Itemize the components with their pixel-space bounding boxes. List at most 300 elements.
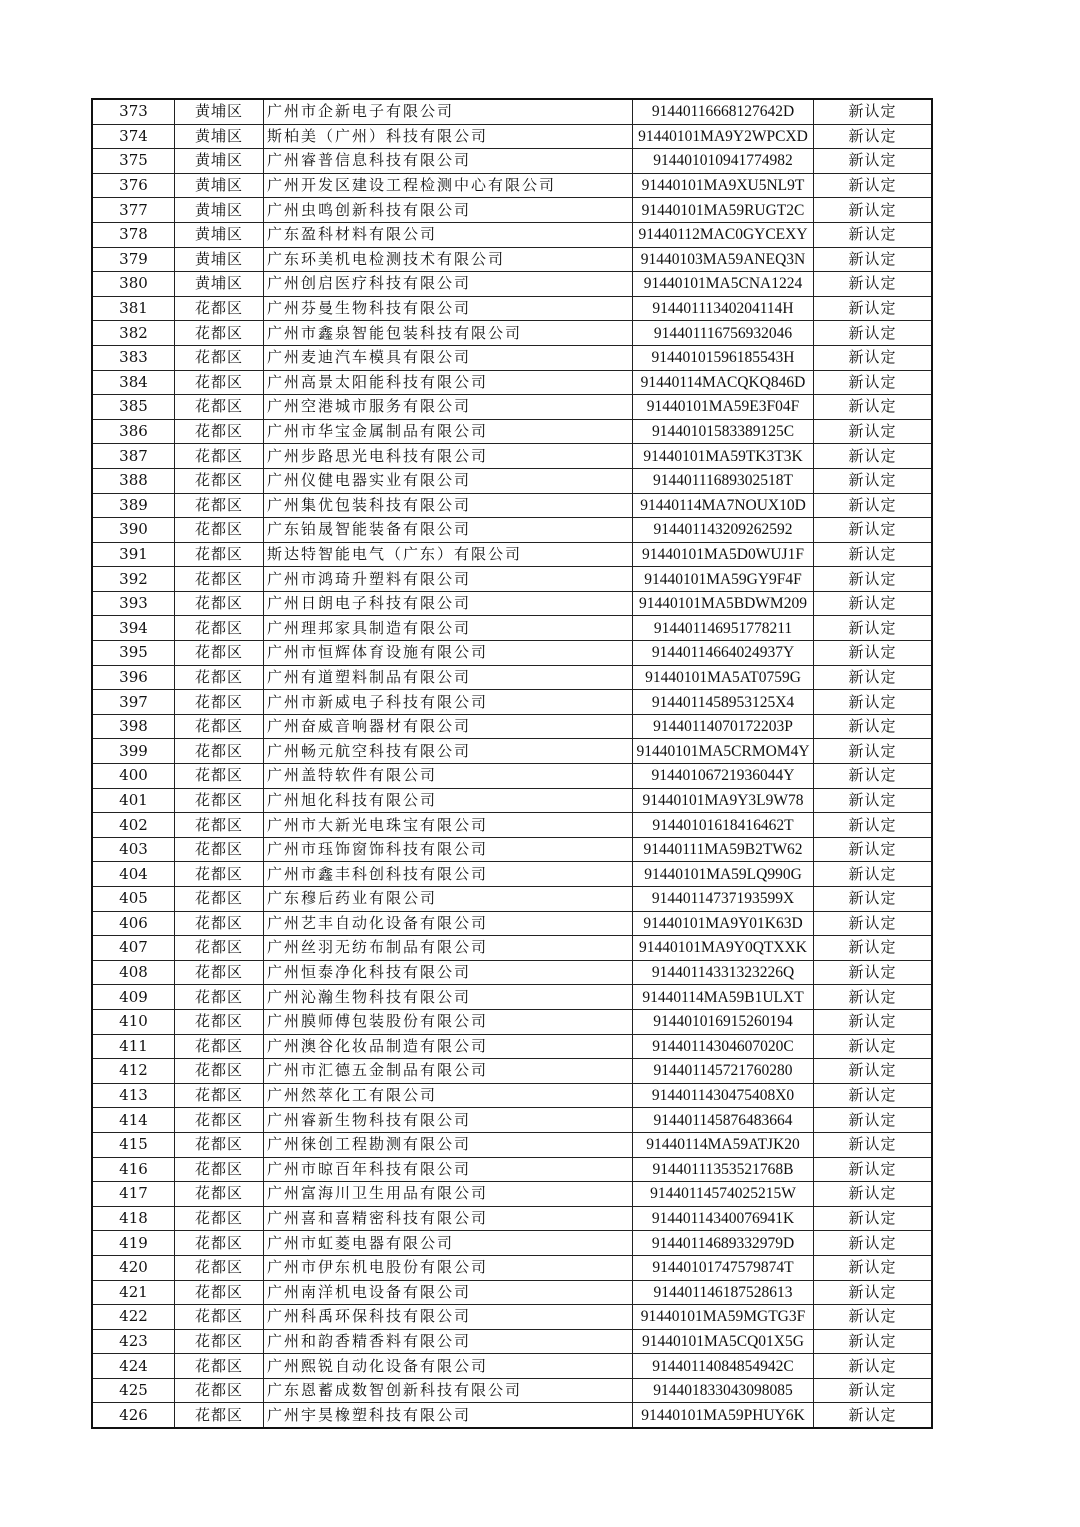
credit-code-cell: 91440114070172203P [633,714,814,739]
row-number: 408 [92,960,175,985]
company-name-cell: 广州市鸿琦升塑料有限公司 [264,567,633,592]
table-row [92,222,932,247]
status-cell: 新认定 [814,1206,933,1231]
row-number: 417 [92,1182,175,1207]
credit-code-cell: 91440101MA9Y01K63D [633,911,814,936]
row-number: 399 [92,739,175,764]
company-name-cell: 广州市企新电子有限公司 [264,99,633,124]
company-name-cell: 广州市新威电子科技有限公司 [264,690,633,715]
credit-code-cell: 91440101MA5AT0759G [633,665,814,690]
status-cell: 新认定 [814,911,933,936]
credit-code-cell: 91440111MA59B2TW62 [633,837,814,862]
district-cell: 花都区 [175,1009,264,1034]
table-row [92,690,932,715]
district-cell: 花都区 [175,1403,264,1428]
table-row [92,1083,932,1108]
row-number: 378 [92,222,175,247]
district-cell: 花都区 [175,1083,264,1108]
row-number: 410 [92,1009,175,1034]
row-number: 394 [92,616,175,641]
district-cell: 花都区 [175,616,264,641]
table-row [92,395,932,420]
district-cell: 黄埔区 [175,173,264,198]
row-number: 390 [92,518,175,543]
company-name-cell: 广州丝羽无纺布制品有限公司 [264,936,633,961]
status-cell: 新认定 [814,395,933,420]
credit-code-cell: 914401016915260194 [633,1009,814,1034]
district-cell: 花都区 [175,419,264,444]
row-number: 419 [92,1231,175,1256]
status-cell: 新认定 [814,173,933,198]
status-cell: 新认定 [814,149,933,174]
status-cell: 新认定 [814,542,933,567]
company-name-cell: 广州恒泰净化科技有限公司 [264,960,633,985]
credit-code-cell: 914401143209262592 [633,518,814,543]
row-number: 374 [92,124,175,149]
table-row [92,1157,932,1182]
row-number: 416 [92,1157,175,1182]
company-name-cell: 广州盖特软件有限公司 [264,764,633,789]
status-cell: 新认定 [814,1354,933,1379]
status-cell: 新认定 [814,788,933,813]
credit-code-cell: 9144011430475408X0 [633,1083,814,1108]
credit-code-cell: 914401145876483664 [633,1108,814,1133]
row-number: 396 [92,665,175,690]
company-name-cell: 广州喜和喜精密科技有限公司 [264,1206,633,1231]
company-name-cell: 广州艺丰自动化设备有限公司 [264,911,633,936]
status-cell: 新认定 [814,1132,933,1157]
credit-code-cell: 91440101747579874T [633,1255,814,1280]
status-cell: 新认定 [814,296,933,321]
district-cell: 花都区 [175,665,264,690]
status-cell: 新认定 [814,813,933,838]
row-number: 414 [92,1108,175,1133]
row-number: 401 [92,788,175,813]
district-cell: 花都区 [175,567,264,592]
table-row [92,124,932,149]
district-cell: 花都区 [175,739,264,764]
status-cell: 新认定 [814,616,933,641]
district-cell: 黄埔区 [175,124,264,149]
credit-code-cell: 914401116756932046 [633,321,814,346]
district-cell: 花都区 [175,518,264,543]
company-name-cell: 广州创启医疗科技有限公司 [264,272,633,297]
company-name-cell: 广州睿新生物科技有限公司 [264,1108,633,1133]
company-name-cell: 广州市恒辉体育设施有限公司 [264,641,633,666]
company-name-cell: 广州有道塑料制品有限公司 [264,665,633,690]
company-name-cell: 广州高景太阳能科技有限公司 [264,370,633,395]
credit-code-cell: 91440101MA59LQ990G [633,862,814,887]
company-name-cell: 广州市华宝金属制品有限公司 [264,419,633,444]
credit-code-cell: 91440111353521768B [633,1157,814,1182]
district-cell: 花都区 [175,764,264,789]
district-cell: 花都区 [175,1378,264,1403]
row-number: 392 [92,567,175,592]
credit-code-cell: 91440101618416462T [633,813,814,838]
row-number: 421 [92,1280,175,1305]
row-number: 406 [92,911,175,936]
credit-code-cell: 91440114340076941K [633,1206,814,1231]
status-cell: 新认定 [814,247,933,272]
company-name-cell: 广州澳谷化妆品制造有限公司 [264,1034,633,1059]
district-cell: 黄埔区 [175,198,264,223]
status-cell: 新认定 [814,887,933,912]
district-cell: 花都区 [175,641,264,666]
district-cell: 花都区 [175,370,264,395]
credit-code-cell: 91440103MA59ANEQ3N [633,247,814,272]
table-row [92,1280,932,1305]
table-body [92,99,932,1428]
table-row [92,641,932,666]
credit-code-cell: 91440111689302518T [633,468,814,493]
district-cell: 花都区 [175,714,264,739]
table-row [92,1182,932,1207]
row-number: 393 [92,591,175,616]
credit-code-cell: 914401010941774982 [633,149,814,174]
company-name-cell: 广州市虹菱电器有限公司 [264,1231,633,1256]
district-cell: 花都区 [175,1059,264,1084]
credit-code-cell: 9144011458953125X4 [633,690,814,715]
status-cell: 新认定 [814,321,933,346]
table-row [92,173,932,198]
company-name-cell: 广州开发区建设工程检测中心有限公司 [264,173,633,198]
status-cell: 新认定 [814,1157,933,1182]
table-row [92,272,932,297]
credit-code-cell: 91440106721936044Y [633,764,814,789]
table-row [92,1009,932,1034]
table-row [92,567,932,592]
table-row [92,99,932,124]
status-cell: 新认定 [814,99,933,124]
company-name-cell: 广州然萃化工有限公司 [264,1083,633,1108]
credit-code-cell: 91440114737193599X [633,887,814,912]
row-number: 386 [92,419,175,444]
company-name-cell: 斯达特智能电气（广东）有限公司 [264,542,633,567]
district-cell: 花都区 [175,1255,264,1280]
status-cell: 新认定 [814,1305,933,1330]
district-cell: 花都区 [175,1329,264,1354]
status-cell: 新认定 [814,1009,933,1034]
table-row [92,444,932,469]
credit-code-cell: 91440101MA59RUGT2C [633,198,814,223]
row-number: 415 [92,1132,175,1157]
district-cell: 花都区 [175,837,264,862]
credit-code-cell: 91440114304607020C [633,1034,814,1059]
table-row [92,985,932,1010]
row-number: 381 [92,296,175,321]
status-cell: 新认定 [814,1280,933,1305]
status-cell: 新认定 [814,714,933,739]
status-cell: 新认定 [814,493,933,518]
company-name-cell: 广州膜师傅包装股份有限公司 [264,1009,633,1034]
status-cell: 新认定 [814,1329,933,1354]
district-cell: 花都区 [175,321,264,346]
table-row [92,1403,932,1428]
company-name-cell: 广州熙锐自动化设备有限公司 [264,1354,633,1379]
company-name-cell: 广州仪健电器实业有限公司 [264,468,633,493]
table-row [92,1108,932,1133]
status-cell: 新认定 [814,665,933,690]
district-cell: 花都区 [175,1354,264,1379]
company-name-cell: 广州芬曼生物科技有限公司 [264,296,633,321]
district-cell: 花都区 [175,936,264,961]
row-number: 395 [92,641,175,666]
company-name-cell: 广州集优包装科技有限公司 [264,493,633,518]
company-name-cell: 广州步路思光电科技有限公司 [264,444,633,469]
table-row [92,1206,932,1231]
row-number: 385 [92,395,175,420]
credit-code-cell: 91440114MA59ATJK20 [633,1132,814,1157]
district-cell: 花都区 [175,345,264,370]
company-name-cell: 广州市晾百年科技有限公司 [264,1157,633,1182]
credit-code-cell: 91440101MA59MGTG3F [633,1305,814,1330]
row-number: 382 [92,321,175,346]
row-number: 379 [92,247,175,272]
table-row [92,370,932,395]
credit-code-cell: 91440101MA9Y0QTXXK [633,936,814,961]
table-row [92,1255,932,1280]
row-number: 377 [92,198,175,223]
company-name-cell: 广东铂晟智能装备有限公司 [264,518,633,543]
status-cell: 新认定 [814,468,933,493]
status-cell: 新认定 [814,518,933,543]
row-number: 423 [92,1329,175,1354]
table-row [92,837,932,862]
table-row [92,714,932,739]
table-row [92,665,932,690]
status-cell: 新认定 [814,419,933,444]
status-cell: 新认定 [814,985,933,1010]
credit-code-cell: 91440114084854942C [633,1354,814,1379]
row-number: 409 [92,985,175,1010]
table-row [92,813,932,838]
row-number: 380 [92,272,175,297]
district-cell: 花都区 [175,444,264,469]
district-cell: 花都区 [175,1132,264,1157]
table-row [92,518,932,543]
credit-code-cell: 91440112MAC0GYCEXY [633,222,814,247]
credit-code-cell: 91440101MA5CQ01X5G [633,1329,814,1354]
company-name-cell: 广东环美机电检测技术有限公司 [264,247,633,272]
credit-code-cell: 91440114664024937Y [633,641,814,666]
table-row [92,468,932,493]
status-cell: 新认定 [814,1182,933,1207]
status-cell: 新认定 [814,862,933,887]
company-name-cell: 广东恩蓄成数智创新科技有限公司 [264,1378,633,1403]
enterprise-list-table [91,98,933,1429]
company-name-cell: 广州奋威音响器材有限公司 [264,714,633,739]
table-row [92,936,932,961]
district-cell: 花都区 [175,493,264,518]
status-cell: 新认定 [814,739,933,764]
company-name-cell: 广州宇昊橡塑科技有限公司 [264,1403,633,1428]
credit-code-cell: 91440101MA59GY9F4F [633,567,814,592]
company-name-cell: 广州虫鸣创新科技有限公司 [264,198,633,223]
district-cell: 花都区 [175,1280,264,1305]
table-row [92,1378,932,1403]
status-cell: 新认定 [814,1403,933,1428]
status-cell: 新认定 [814,1108,933,1133]
row-number: 389 [92,493,175,518]
table-row [92,862,932,887]
district-cell: 花都区 [175,1157,264,1182]
table-row [92,764,932,789]
status-cell: 新认定 [814,370,933,395]
table-row [92,247,932,272]
table-row [92,591,932,616]
district-cell: 花都区 [175,862,264,887]
row-number: 422 [92,1305,175,1330]
credit-code-cell: 91440101583389125C [633,419,814,444]
row-number: 420 [92,1255,175,1280]
row-number: 413 [92,1083,175,1108]
row-number: 405 [92,887,175,912]
company-name-cell: 广州市珏饰窗饰科技有限公司 [264,837,633,862]
table-row [92,788,932,813]
credit-code-cell: 91440114689332979D [633,1231,814,1256]
district-cell: 花都区 [175,1108,264,1133]
company-name-cell: 广州市鑫泉智能包装科技有限公司 [264,321,633,346]
credit-code-cell: 91440101MA59PHUY6K [633,1403,814,1428]
company-name-cell: 广州市伊东机电股份有限公司 [264,1255,633,1280]
row-number: 398 [92,714,175,739]
status-cell: 新认定 [814,1059,933,1084]
credit-code-cell: 914401146951778211 [633,616,814,641]
status-cell: 新认定 [814,272,933,297]
row-number: 384 [92,370,175,395]
table-row [92,1034,932,1059]
row-number: 418 [92,1206,175,1231]
credit-code-cell: 914401833043098085 [633,1378,814,1403]
status-cell: 新认定 [814,1231,933,1256]
company-name-cell: 广州沁瀚生物科技有限公司 [264,985,633,1010]
credit-code-cell: 91440101MA9Y2WPCXD [633,124,814,149]
district-cell: 花都区 [175,1182,264,1207]
district-cell: 黄埔区 [175,99,264,124]
status-cell: 新认定 [814,345,933,370]
status-cell: 新认定 [814,222,933,247]
company-name-cell: 广州南洋机电设备有限公司 [264,1280,633,1305]
table-row [92,419,932,444]
row-number: 404 [92,862,175,887]
district-cell: 花都区 [175,960,264,985]
row-number: 412 [92,1059,175,1084]
table-row [92,1231,932,1256]
status-cell: 新认定 [814,1083,933,1108]
district-cell: 花都区 [175,813,264,838]
district-cell: 黄埔区 [175,222,264,247]
row-number: 375 [92,149,175,174]
status-cell: 新认定 [814,641,933,666]
status-cell: 新认定 [814,936,933,961]
district-cell: 花都区 [175,911,264,936]
district-cell: 花都区 [175,985,264,1010]
status-cell: 新认定 [814,690,933,715]
credit-code-cell: 91440114MACQKQ846D [633,370,814,395]
company-name-cell: 广州麦迪汽车模具有限公司 [264,345,633,370]
credit-code-cell: 91440114MA7NOUX10D [633,493,814,518]
credit-code-cell: 91440101MA5BDWM209 [633,591,814,616]
status-cell: 新认定 [814,837,933,862]
row-number: 426 [92,1403,175,1428]
row-number: 403 [92,837,175,862]
table-row [92,1132,932,1157]
company-name-cell: 广州空港城市服务有限公司 [264,395,633,420]
status-cell: 新认定 [814,960,933,985]
row-number: 425 [92,1378,175,1403]
company-name-cell: 广州科禹环保科技有限公司 [264,1305,633,1330]
district-cell: 花都区 [175,468,264,493]
district-cell: 花都区 [175,296,264,321]
company-name-cell: 广州畅元航空科技有限公司 [264,739,633,764]
district-cell: 花都区 [175,788,264,813]
table-row [92,149,932,174]
credit-code-cell: 91440101MA5D0WUJ1F [633,542,814,567]
row-number: 400 [92,764,175,789]
company-name-cell: 斯柏美（广州）科技有限公司 [264,124,633,149]
district-cell: 花都区 [175,591,264,616]
row-number: 373 [92,99,175,124]
company-name-cell: 广州富海川卫生用品有限公司 [264,1182,633,1207]
company-name-cell: 广州市汇德五金制品有限公司 [264,1059,633,1084]
table-row [92,542,932,567]
company-name-cell: 广州市鑫丰科创科技有限公司 [264,862,633,887]
credit-code-cell: 914401146187528613 [633,1280,814,1305]
district-cell: 花都区 [175,395,264,420]
district-cell: 花都区 [175,690,264,715]
status-cell: 新认定 [814,567,933,592]
company-name-cell: 广州市大新光电珠宝有限公司 [264,813,633,838]
district-cell: 花都区 [175,1206,264,1231]
row-number: 376 [92,173,175,198]
credit-code-cell: 91440114574025215W [633,1182,814,1207]
credit-code-cell: 91440101596185543H [633,345,814,370]
company-name-cell: 广州睿普信息科技有限公司 [264,149,633,174]
district-cell: 花都区 [175,1034,264,1059]
status-cell: 新认定 [814,1034,933,1059]
company-name-cell: 广东穆后药业有限公司 [264,887,633,912]
credit-code-cell: 91440116668127642D [633,99,814,124]
table-row [92,887,932,912]
company-name-cell: 广州旭化科技有限公司 [264,788,633,813]
table-row [92,1329,932,1354]
table-row [92,1354,932,1379]
district-cell: 花都区 [175,1231,264,1256]
table-row [92,321,932,346]
row-number: 391 [92,542,175,567]
row-number: 407 [92,936,175,961]
company-name-cell: 广州日朗电子科技有限公司 [264,591,633,616]
credit-code-cell: 91440101MA59E3F04F [633,395,814,420]
status-cell: 新认定 [814,198,933,223]
row-number: 411 [92,1034,175,1059]
district-cell: 黄埔区 [175,149,264,174]
table-row [92,198,932,223]
status-cell: 新认定 [814,591,933,616]
row-number: 387 [92,444,175,469]
company-name-cell: 广州理邦家具制造有限公司 [264,616,633,641]
row-number: 402 [92,813,175,838]
row-number: 388 [92,468,175,493]
district-cell: 花都区 [175,542,264,567]
table-row [92,739,932,764]
credit-code-cell: 914401145721760280 [633,1059,814,1084]
company-name-cell: 广州徕创工程勘测有限公司 [264,1132,633,1157]
status-cell: 新认定 [814,444,933,469]
table-row [92,493,932,518]
status-cell: 新认定 [814,1378,933,1403]
credit-code-cell: 91440101MA9Y3L9W78 [633,788,814,813]
